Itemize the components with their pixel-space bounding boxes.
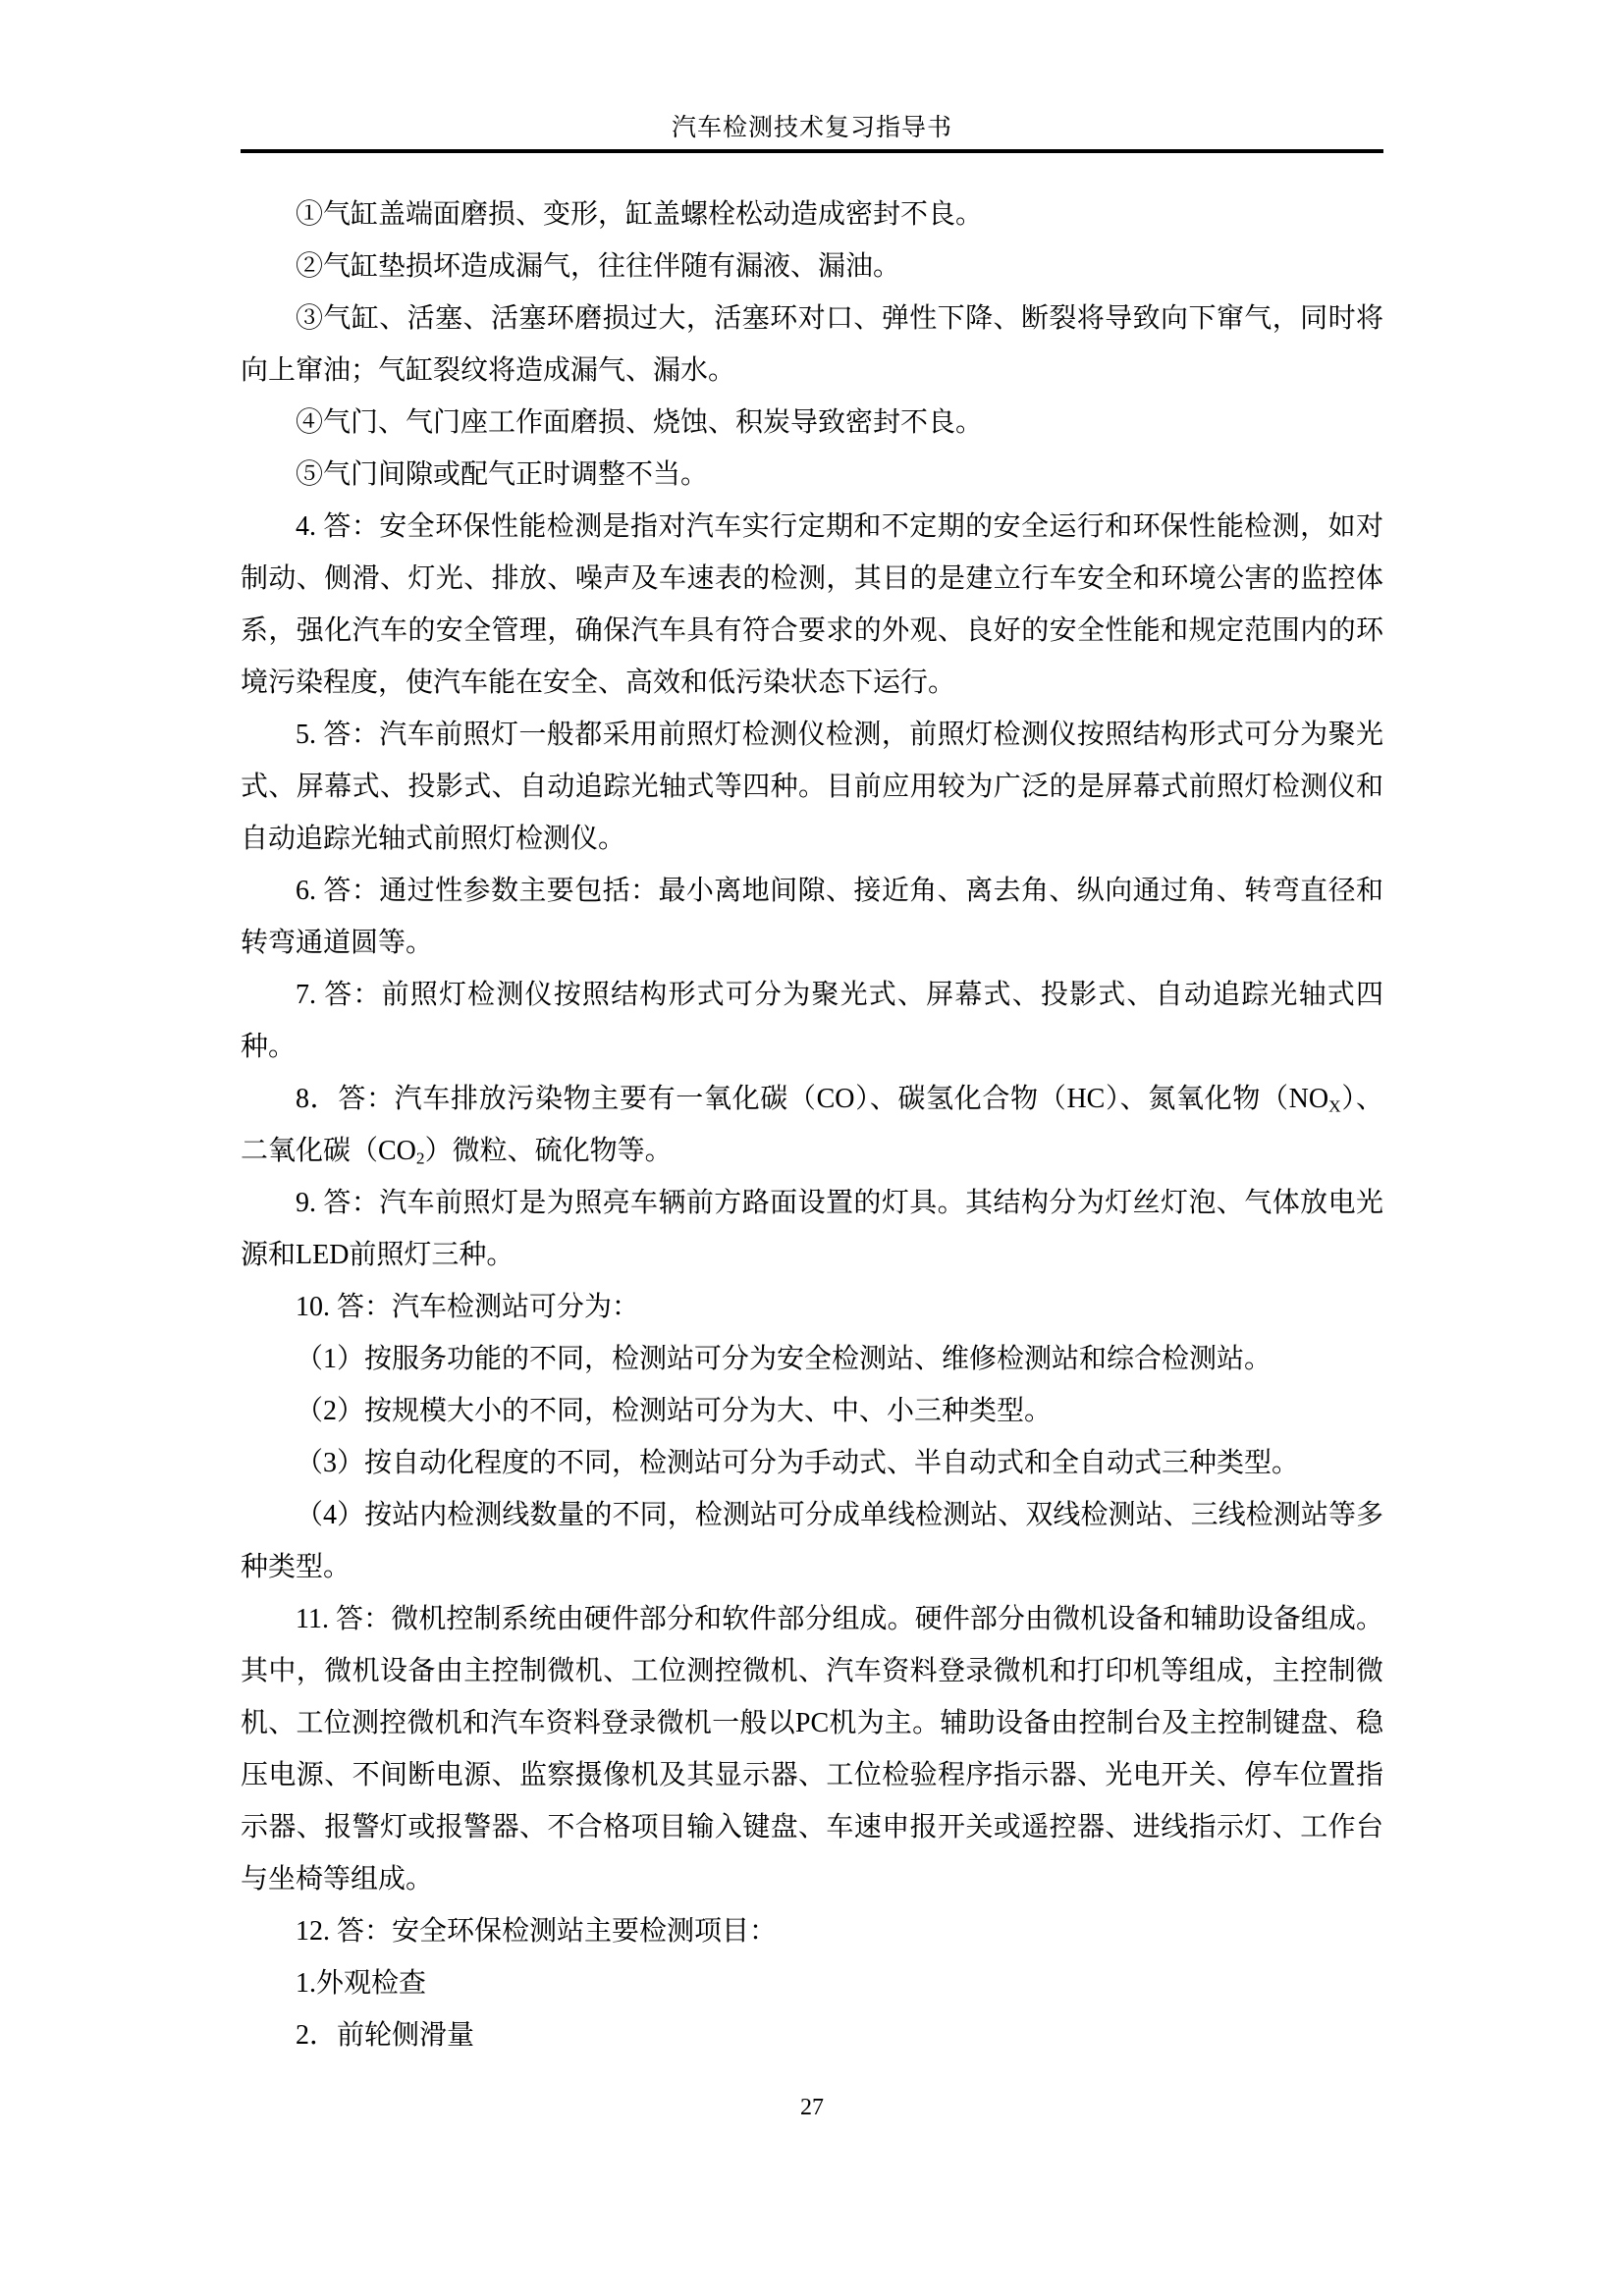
paragraph-text: 8．答：汽车排放污染物主要有一氧化碳（CO）、碳氢化合物（HC）、氮氧化物（NO <box>296 1084 1329 1114</box>
paragraph-text: ②气缸垫损坏造成漏气，往往伴随有漏液、漏油。 <box>296 251 901 282</box>
paragraph-text: 9. 答：汽车前照灯是为照亮车辆前方路面设置的灯具。其结构分为灯丝灯泡、气体放电光源和LED前照灯三种。 <box>241 1188 1383 1270</box>
page-number: 27 <box>800 2095 824 2120</box>
paragraph-text: 4. 答：安全环保性能检测是指对汽车实行定期和不定期的安全运行和环保性能检测，如对制动、侧滑、灯光、排放、噪声及车速表的检测，其目的是建立行车安全和环境公害的监控体系，强化汽车的安全管理，确保汽车具有符合要求的外观、良好的安全性能和规定范围内的环境污染程度，使汽车能在安全、高效和低污染状态下运行。 <box>241 511 1383 698</box>
item-5-valve-clearance <box>241 449 1383 501</box>
answer-10-item-4 <box>241 1489 1383 1593</box>
paragraph-text: 12. 答：安全环保检测站主要检测项目： <box>296 1916 778 1947</box>
paragraph-text: 11. 答：微机控制系统由硬件部分和软件部分组成。硬件部分由微机设备和辅助设备组成。其中，微机设备由主控制微机、工位测控微机、汽车资料登录微机和打印机等组成，主控制微机、工位测控微机和汽车资料登录微机一般以PC机为主。辅助设备由控制台及主控制键盘、稳压电源、不间断电源、监察摄像机及其显示器、工位检验程序指示器、光电开关、停车位置指示器、报警灯或报警器、不合格项目输入键盘、车速申报开关或遥控器、进线指示灯、工作台与坐椅等组成。 <box>241 1604 1383 1895</box>
subscript-text: 2 <box>415 1148 425 1168</box>
paragraph-text: ③气缸、活塞、活塞环磨损过大，活塞环对口、弹性下降、断裂将导致向下窜气，同时将向上窜油；气缸裂纹将造成漏气、漏水。 <box>241 303 1383 386</box>
answer-12 <box>241 1905 1383 1957</box>
paragraph-text: 7. 答：前照灯检测仪按照结构形式可分为聚光式、屏幕式、投影式、自动追踪光轴式四种。 <box>241 980 1383 1062</box>
paragraph-text: ⑤气门间隙或配气正时调整不当。 <box>296 459 709 490</box>
paragraph-text: ）、二氧化碳（CO <box>241 1084 1383 1166</box>
paragraph-text: （3）按自动化程度的不同，检测站可分为手动式、半自动式和全自动式三种类型。 <box>296 1448 1300 1478</box>
subscript-text: X <box>1328 1096 1341 1116</box>
answer-10-item-1 <box>241 1333 1383 1385</box>
item-4-valve-seat <box>241 397 1383 449</box>
page-header <box>241 0 1383 143</box>
answer-10 <box>241 1281 1383 1333</box>
answer-12-item-1 <box>241 1957 1383 2009</box>
item-1-cylinder-head <box>241 188 1383 240</box>
document-body <box>241 153 1383 2061</box>
answer-7 <box>241 969 1383 1073</box>
answer-5 <box>241 709 1383 865</box>
paragraph-text: ④气门、气门座工作面磨损、烧蚀、积炭导致密封不良。 <box>296 407 984 438</box>
page-footer <box>0 2093 1624 2122</box>
paragraph-text: （2）按规模大小的不同，检测站可分为大、中、小三种类型。 <box>296 1396 1053 1426</box>
answer-6 <box>241 865 1383 969</box>
paragraph-text: 6. 答：通过性参数主要包括：最小离地间隙、接近角、离去角、纵向通过角、转弯直径和转弯通道圆等。 <box>241 876 1383 958</box>
document-title: 汽车检测技术复习指导书 <box>671 115 952 141</box>
paragraph-text: 1.外观检查 <box>296 1968 427 1999</box>
item-2-cylinder-gasket <box>241 240 1383 293</box>
paragraph-text: （4）按站内检测线数量的不同，检测站可分成单线检测站、双线检测站、三线检测站等多种类型。 <box>241 1500 1383 1582</box>
answer-11 <box>241 1593 1383 1905</box>
answer-10-item-2 <box>241 1385 1383 1437</box>
paragraph-text: 5. 答：汽车前照灯一般都采用前照灯检测仪检测，前照灯检测仪按照结构形式可分为聚光式、屏幕式、投影式、自动追踪光轴式等四种。目前应用较为广泛的是屏幕式前照灯检测仪和自动追踪光轴式前照灯检测仪。 <box>241 720 1383 854</box>
paragraph-text: ）微粒、硫化物等。 <box>424 1136 673 1166</box>
answer-10-item-3 <box>241 1437 1383 1489</box>
paragraph-text: （1）按服务功能的不同，检测站可分为安全检测站、维修检测站和综合检测站。 <box>296 1344 1272 1374</box>
item-3-piston-rings <box>241 293 1383 397</box>
paragraph-text: ①气缸盖端面磨损、变形，缸盖螺栓松动造成密封不良。 <box>296 199 984 230</box>
answer-12-item-2 <box>241 2009 1383 2061</box>
answer-8 <box>241 1073 1383 1177</box>
paragraph-text: 10. 答：汽车检测站可分为： <box>296 1292 640 1322</box>
paragraph-text: 2．前轮侧滑量 <box>296 2020 475 2051</box>
answer-4 <box>241 501 1383 709</box>
answer-9 <box>241 1177 1383 1281</box>
